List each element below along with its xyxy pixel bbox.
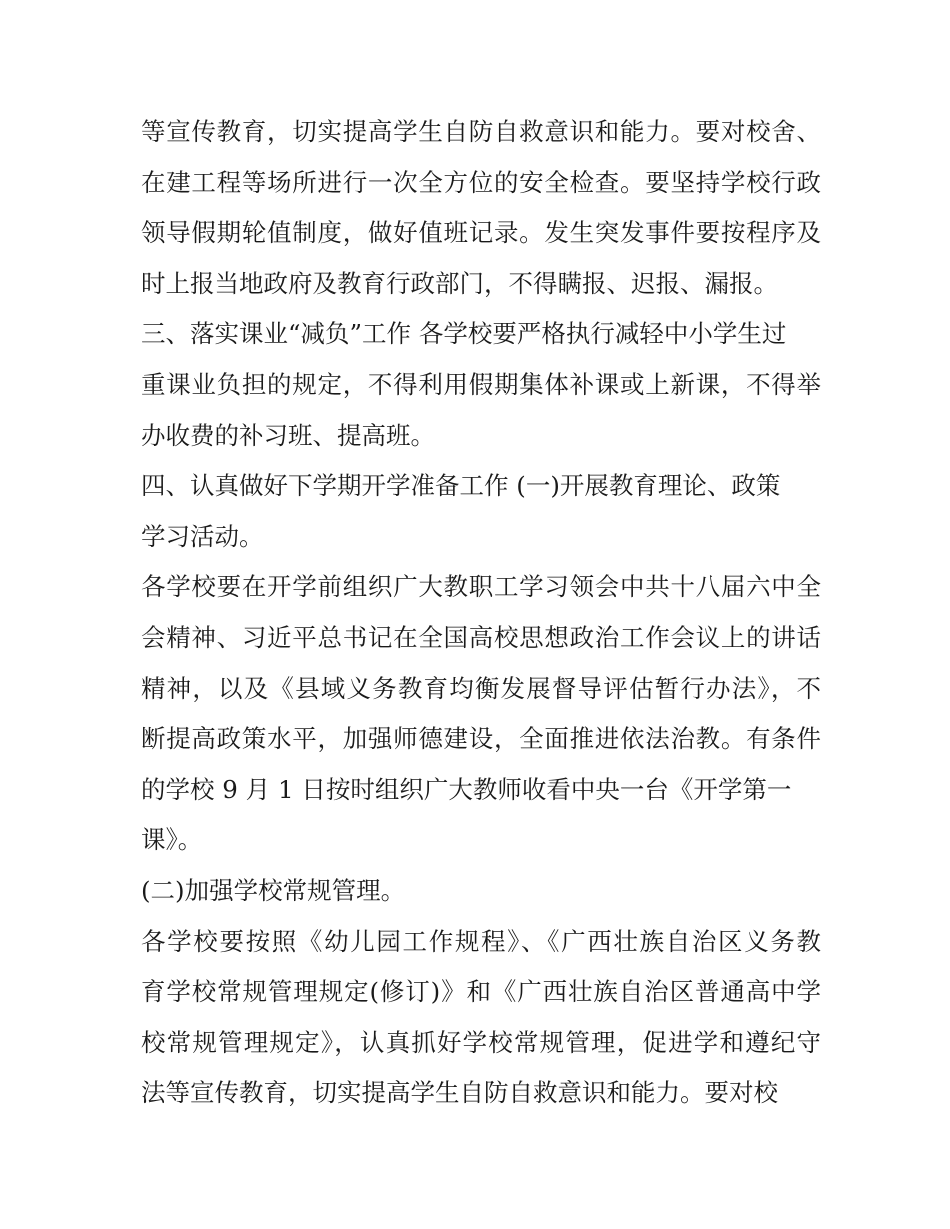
text-line: 精神，以及《县域义务教育均衡发展督导评估暂行办法》，不: [141, 673, 821, 703]
text-line: 的学校 9 月 1 日按时组织广大教师收看中央一台《开学第一: [141, 774, 792, 804]
text-line: 领导假期轮值制度，做好值班记录。发生突发事件要按程序及: [141, 218, 821, 248]
text-line: 育学校常规管理规定(修订)》和《广西壮族自治区普通高中学: [141, 977, 821, 1007]
section-heading-4: 四、认真做好下学期开学准备工作 (一)开展教育理论、政策: [141, 471, 781, 501]
subsection-heading-2: (二)加强学校常规管理。: [141, 875, 406, 905]
text-line: 办收费的补习班、提高班。: [141, 420, 435, 450]
text-line: 时上报当地政府及教育行政部门，不得瞒报、迟报、漏报。: [141, 268, 778, 298]
document-body: [141, 107, 821, 1119]
section-heading-3: 三、落实课业“减负”工作 各学校要严格执行减轻中小学生过: [141, 319, 787, 349]
text-line: 法等宣传教育，切实提高学生自防自救意识和能力。要对校: [141, 1078, 778, 1108]
text-line: 等宣传教育，切实提高学生自防自救意识和能力。要对校舍、: [141, 117, 821, 146]
text-line: 会精神、习近平总书记在全国高校思想政治工作会议上的讲话: [141, 622, 821, 652]
text-line: 校常规管理规定》，认真抓好学校常规管理，促进学和遵纪守: [141, 1027, 821, 1057]
text-line: 各学校要按照《幼儿园工作规程》、《广西壮族自治区义务教: [141, 926, 821, 956]
text-line: 重课业负担的规定，不得利用假期集体补课或上新课，不得举: [141, 369, 821, 399]
text-line: 课》。: [141, 825, 203, 855]
text-line: 各学校要在开学前组织广大教职工学习领会中共十八届六中全: [141, 572, 821, 602]
text-line: 在建工程等场所进行一次全方位的安全检查。要坚持学校行政: [141, 167, 821, 197]
text-line: 断提高政策水平，加强师德建设，全面推进依法治教。有条件: [141, 724, 821, 754]
text-line: 学习活动。: [141, 521, 264, 551]
